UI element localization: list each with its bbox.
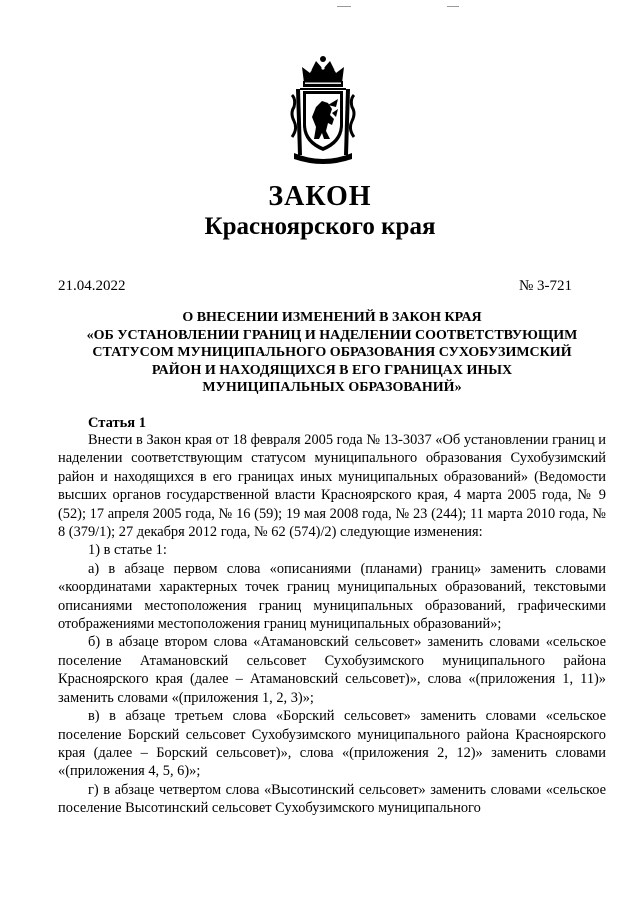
scan-artifact	[337, 6, 351, 7]
law-title-line: РАЙОН И НАХОДЯЩИХСЯ В ЕГО ГРАНИЦАХ ИНЫХ	[151, 362, 513, 378]
scan-artifact	[447, 6, 459, 7]
paragraph: 1) в статье 1:	[88, 542, 167, 559]
krasnoyarsk-coat-of-arms-icon	[286, 55, 360, 165]
document-number: № 3-721	[518, 278, 572, 294]
law-title-line: МУНИЦИПАЛЬНЫХ ОБРАЗОВАНИЙ»	[202, 380, 462, 396]
article-body	[58, 431, 606, 818]
law-title	[58, 309, 606, 397]
law-title-line: О ВНЕСЕНИИ ИЗМЕНЕНИЙ В ЗАКОН КРАЯ	[182, 310, 482, 325]
paragraph: а) в абзаце первом слова «описаниями (планами) границ» заменить словами «координатами характерных точек границ муниципальных образований, текстовыми описаниями местоположения границ муниципальных образований, графическими отображениями местоположения границ муниципальных образований»;	[58, 560, 606, 633]
paragraph: б) в абзаце втором слова «Атамановский сельсовет» заменить словами «сельское поселение Атамановский сельсовет Сухобузимского муниципального района Красноярского края (далее – Атамановский сельсовет)», слова «(приложения 1, 11)» заменить словами «(приложения 1, 2, 3)»;	[58, 634, 606, 706]
document-type: ЗАКОН	[268, 181, 372, 212]
document-date: 21.04.2022	[58, 278, 126, 294]
article-heading: Статья 1	[88, 415, 146, 431]
law-title-line: СТАТУСОМ МУНИЦИПАЛЬНОГО ОБРАЗОВАНИЯ СУХОБУЗИМСКИЙ	[92, 345, 572, 361]
law-title-line: «ОБ УСТАНОВЛЕНИИ ГРАНИЦ И НАДЕЛЕНИИ СООТВЕТСТВУЮЩИМ	[86, 327, 578, 343]
paragraph: в) в абзаце третьем слова «Борский сельсовет» заменить словами «сельское поселение Борский сельсовет Сухобузимского муниципального района Красноярского края (далее – Борский сельсовет)», слова «(приложения 2, 12)» заменить словами «(приложения 4, 5, 6)»;	[58, 708, 606, 780]
paragraph: Внести в Закон края от 18 февраля 2005 года № 13-3037 «Об установлении границ и наделении соответствующим статусом муниципального образования Сухобузимский район и находящихся в его границах иных муниципальных образований» (Ведомости высших органов государственной власти Красноярского края, 4 марта 2005 года, № 9 (52); 17 апреля 2005 года, № 16 (59); 19 мая 2008 года, № 23 (244); 11 марта 2010 года, № 8 (379/1); 27 декабря 2012 года, № 62 (574)/2) следующие изменения:	[58, 432, 606, 541]
issuer-name: Красноярского края	[204, 213, 436, 240]
paragraph: г) в абзаце четвертом слова «Высотинский сельсовет» заменить словами «сельское поселение Высотинский сельсовет Сухобузимского муниципального	[58, 781, 606, 817]
